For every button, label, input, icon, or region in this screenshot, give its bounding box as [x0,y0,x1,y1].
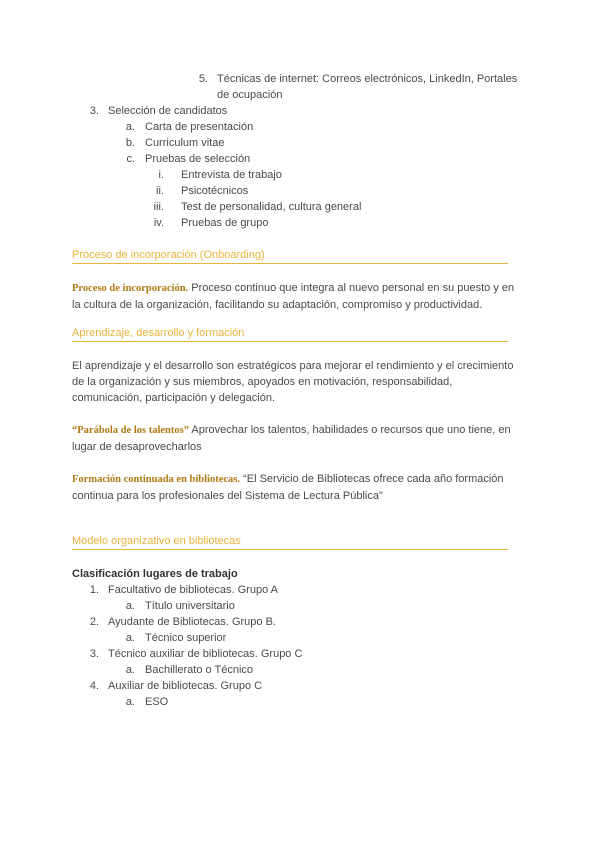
list-marker: b. [125,137,135,149]
list-item-text: Carta de presentación [145,121,254,133]
section-heading-onboarding: Proceso de incorporación (Onboarding) [72,248,508,264]
list-marker: iii. [153,201,164,213]
list-marker: a. [125,696,135,708]
paragraph-text: El aprendizaje y el desarrollo son estratégicos para mejorar el rendimiento y el crecimiento [72,360,514,372]
list-marker: 2. [89,616,99,628]
subheading: Clasificación lugares de trabajo [72,568,238,580]
onboarding-paragraph [72,280,524,313]
list-marker: 5. [198,73,208,85]
list-marker: a. [125,121,135,133]
list-item-text: Técnico auxiliar de bibliotecas. Grupo C [108,648,303,660]
paragraph-lead: “Parábola de los talentos” [72,425,189,436]
list-item-text: Pruebas de selección [145,153,251,165]
list-marker: a. [125,632,135,644]
list-item-text: Entrevista de trabajo [181,169,282,181]
paragraph-text: comunicación, participación y delegación. [72,392,276,404]
list-marker: a. [125,664,135,676]
continuing-training-paragraph [72,471,524,504]
paragraph-text: la cultura de la organización, facilitando su adaptación, compromiso y productividad. [72,299,483,311]
paragraph-text: “El Servicio de Bibliotecas ofrece cada año formación [240,473,504,485]
paragraph-lead: Formación continuada en bibliotecas. [72,474,241,485]
list-item-text: Test de personalidad, cultura general [181,201,362,213]
list-item-text: Bachillerato o Técnico [145,664,254,676]
list-item-text: Facultativo de bibliotecas. Grupo A [108,584,278,596]
list-item-text: Pruebas de grupo [181,217,269,229]
paragraph-lead: Proceso de incorporación. [72,283,189,294]
list-marker: i. [158,169,164,181]
list-marker: ii. [156,185,164,197]
list-item-text: Selección de candidatos [108,105,228,117]
paragraph-text: Proceso continuo que integra al nuevo personal en su puesto y en [188,282,515,294]
list-marker: a. [125,600,135,612]
paragraph-text: continua para los profesionales del Sistema de Lectura Pública” [72,490,383,502]
paragraph-text: de la organización y sus miembros, apoyados en motivación, responsabilidad, [72,376,453,388]
paragraph-text: Aprovechar los talentos, habilidades o recursos que uno tiene, en [188,424,511,436]
list-marker: iv. [153,217,164,229]
list-marker: 3. [89,648,99,660]
section-heading-org-model: Modelo organizativo en bibliotecas [72,534,508,550]
paragraph-text: lugar de desaprovecharlos [72,441,202,453]
list-item-text: Técnico superior [145,632,227,644]
list-item-text: Técnicas de internet: Correos electrónicos, LinkedIn, Portales [217,73,518,85]
list-marker: 4. [89,680,99,692]
learning-paragraph [72,358,524,406]
section-heading-learning: Aprendizaje, desarrollo y formación [72,326,508,342]
list-marker: 1. [89,584,99,596]
list-marker: c. [126,153,135,165]
list-item-text: Curriculum vitae [145,137,225,149]
list-item-text: Psicotécnicos [181,185,249,197]
list-item-text: Auxiliar de bibliotecas. Grupo C [108,680,263,692]
talents-paragraph [72,422,524,455]
list-marker: 3. [89,105,99,117]
list-item-text: Ayudante de Bibliotecas. Grupo B. [108,616,276,628]
list-item-text: Título universitario [145,600,235,612]
list-item-continuation: de ocupación [217,89,283,101]
list-item-text: ESO [145,696,169,708]
